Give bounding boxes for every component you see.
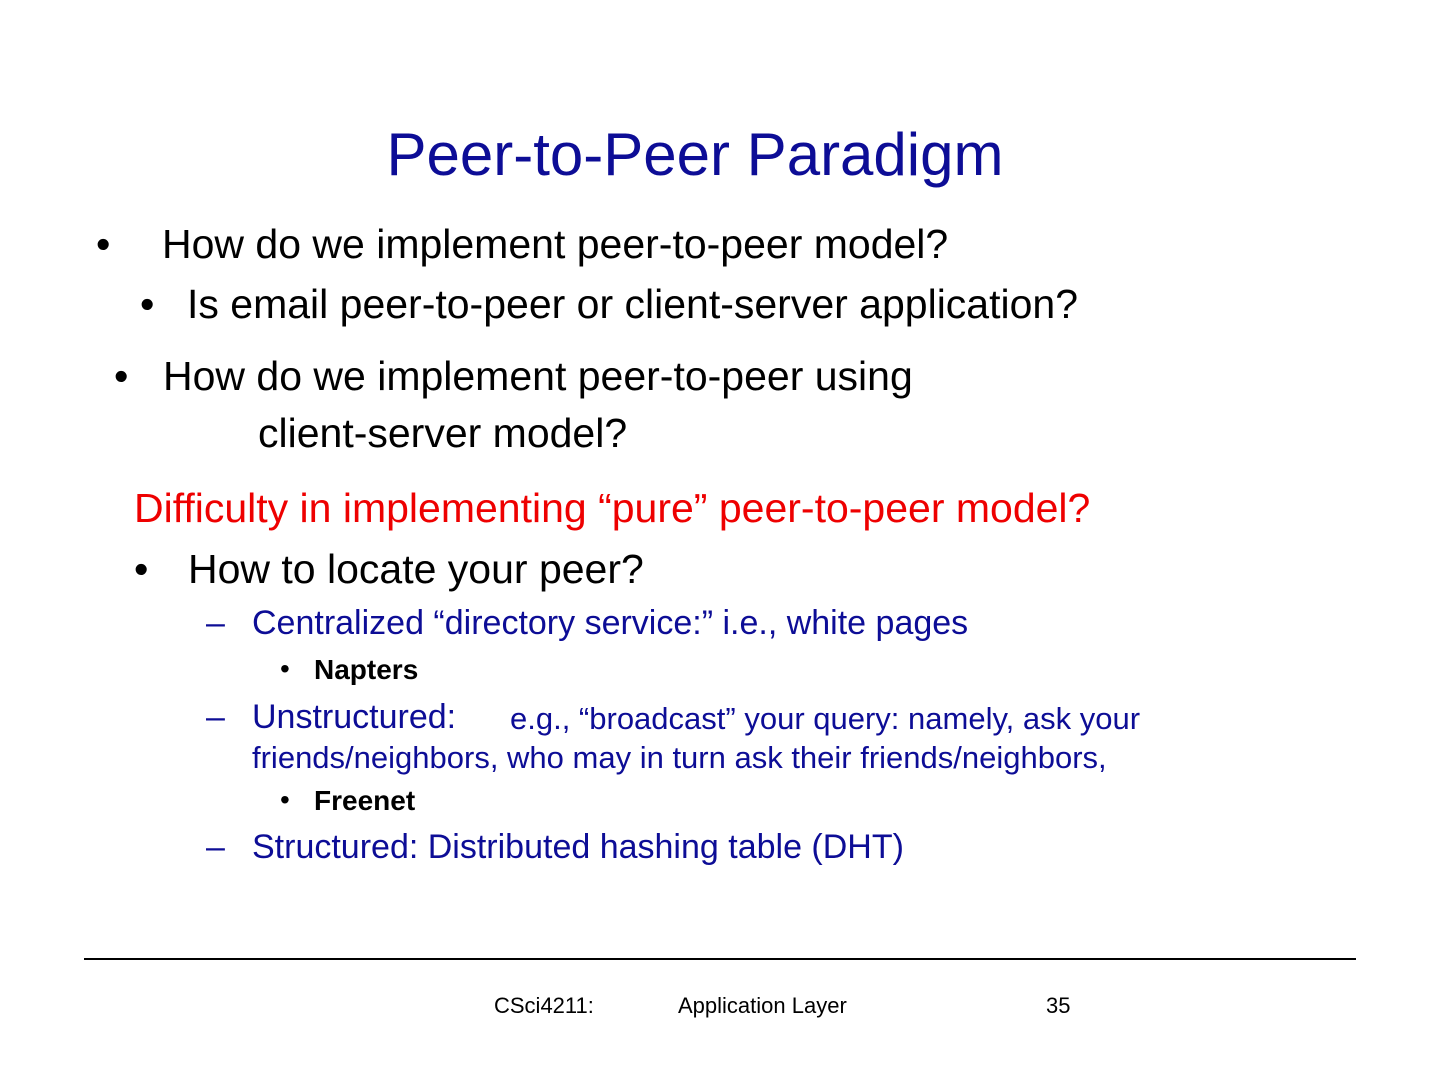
bullet-marker: •: [140, 281, 155, 327]
dash-marker: –: [206, 604, 225, 642]
item-freenet: Freenet: [314, 785, 416, 816]
footer-page-number: 35: [1046, 993, 1071, 1018]
dash-marker: –: [206, 698, 225, 736]
item-napters: Napters: [314, 654, 419, 685]
sub-unstructured-line2: friends/neighbors, who may in turn ask their friends/neighbors,: [252, 740, 1107, 775]
bullet-q2-line1: How do we implement peer-to-peer using: [163, 353, 913, 399]
footer-course: CSci4211:: [494, 993, 594, 1018]
sub-structured: Structured: Distributed hashing table (DHT): [252, 828, 904, 866]
footer-divider: [84, 958, 1356, 960]
slide-title: Peer-to-Peer Paradigm: [386, 121, 1004, 188]
difficulty-heading: Difficulty in implementing “pure” peer-to-peer model?: [134, 485, 1091, 531]
bullet-marker: •: [280, 784, 290, 815]
bullet-q1-sub: Is email peer-to-peer or client-server application?: [187, 281, 1079, 327]
bullet-locate: How to locate your peer?: [188, 546, 644, 592]
sub-unstructured-label: Unstructured:: [252, 698, 457, 736]
bullet-marker: •: [114, 353, 129, 399]
sub-centralized: Centralized “directory service:” i.e., white pages: [252, 604, 969, 642]
footer-topic: Application Layer: [678, 993, 847, 1018]
bullet-q1: How do we implement peer-to-peer model?: [162, 221, 949, 267]
sub-unstructured-text: e.g., “broadcast” your query: namely, ask your: [510, 701, 1141, 736]
dash-marker: –: [206, 828, 225, 866]
bullet-marker: •: [280, 653, 290, 684]
bullet-marker: •: [96, 221, 111, 267]
bullet-marker: •: [134, 546, 149, 592]
bullet-q2-line2: client-server model?: [258, 410, 628, 456]
